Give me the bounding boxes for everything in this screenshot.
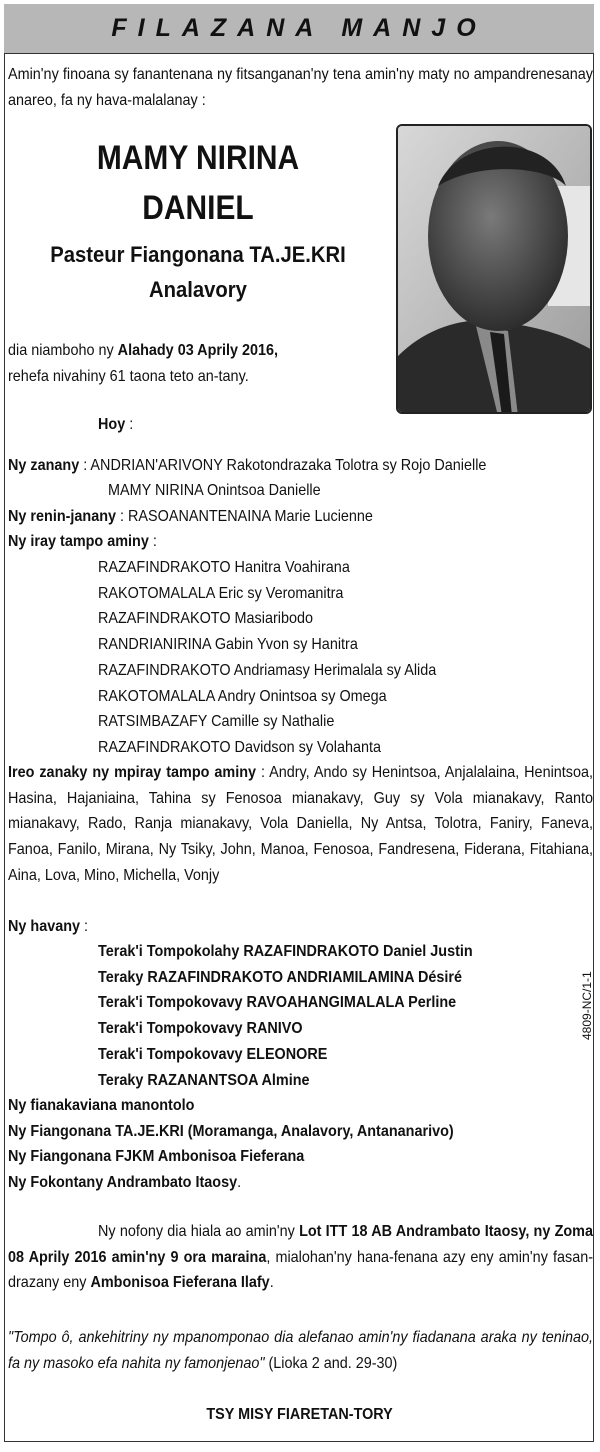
death-pre: dia niamboho ny [8,342,118,359]
portrait-photo [396,124,592,414]
group-name: Ny fianakaviana manontolo [8,1097,195,1114]
sibling-name: RATSIMBAZAFY Camille sy Nathalie [98,713,335,731]
funeral-p1: Ny nofony dia hiala ao amin'ny [98,1223,300,1240]
sibling-name: RAZAFINDRAKOTO Hanitra Voahirana [98,559,350,576]
sibling-name: RAKOTOMALALA Eric sy Veromanitra [98,584,344,602]
group-last-line [8,1170,454,1196]
siblings-list [98,555,474,761]
relatives-label: Ny havany [8,918,81,935]
group-name: Ny Fokontany Andrambato Itaosy [8,1174,238,1192]
mother-in-law-line [8,504,373,530]
death-line2: rehefa nivahiny 61 taona teto an-tany. [8,368,249,385]
deceased-name-line1: MAMY NIRINA [96,139,300,177]
sibling-name: RANDRIANIRINA Gabin Yvon sy Hanitra [98,636,358,654]
notice-header [4,4,594,54]
closing-text: TSY MISY FIARETAN-TORY [206,1406,394,1423]
siblings-colon: : [148,533,157,550]
relatives-list [98,939,514,1093]
funeral-p2: , mialohan'ny hana-fenana azy eny amin'ny fasan-drazany eny [8,1248,594,1292]
group-name: Ny Fiangonana FJKM Ambonisoa Fieferana [8,1148,305,1166]
sibling-name: RAZAFINDRAKOTO Andriamasy Herimalala sy Alida [98,661,437,679]
intro-text: Amin'ny finoana sy fanantenana ny fitsanganan'ny tena amin'ny maty no ampandrenesanay anareo, fa ny hava-malalanay : [8,66,593,109]
relatives-line [8,914,88,940]
children-label: Ny zanany [8,457,80,474]
portrait-photo-image [398,126,592,414]
deceased-title-line1: Pasteur Fiangonana TA.JE.KRI [50,242,346,267]
children-line2: MAMY NIRINA Onintsoa Danielle [108,482,321,499]
relative-name: Teraky RAZAFINDRAKOTO ANDRIAMILAMINA Désiré [98,968,463,986]
funeral-paragraph [8,1219,593,1296]
relative-name: Terak'i Tompokovavy RAVOAHANGIMALALA Perline [98,994,457,1012]
deceased-name-line2: DANIEL [142,189,254,227]
hoy-label: Hoy [98,416,126,433]
notice-title: FILAZANA MANJO [111,14,487,42]
verse-quote: "Tompo ô, ankehitriny ny mpanomponao dia alefanao amin'ny fiadanana araka ny teninao, fa ny masoko efa nahita ny famonjenao" [8,1329,593,1372]
hoy-colon: : [125,416,134,433]
nephews-paragraph [8,760,593,889]
nephews-label: Ireo zanaky ny mpiray tampo aminy [8,764,257,781]
death-line1 [8,338,395,364]
funeral-p3: . [269,1274,274,1292]
groups-list [8,1093,503,1196]
children-value1: : ANDRIAN'ARIVONY Rakotondrazaka Tolotra sy Rojo Danielle [79,457,487,474]
mother-in-law-value: : RASOANANTENAINA Marie Lucienne [116,508,373,525]
relative-name: Terak'i Tompokolahy RAZAFINDRAKOTO Daniel Justin [98,943,473,960]
groups-end: . [237,1174,242,1192]
death-date: Alahady 03 Aprily 2016, [117,342,279,359]
verse-ref: (Lioka 2 and. 29-30) [264,1354,398,1372]
funeral-place-time: Lot ITT 18 AB Andrambato Itaosy, ny Zoma 08 Aprily 2016 amin'ny 9 ora maraina [8,1223,593,1266]
siblings-line [8,529,157,555]
funeral-burial-place: Ambonisoa Fieferana Ilafy [90,1274,270,1292]
sibling-name: RAKOTOMALALA Andry Onintsoa sy Omega [98,687,387,705]
hoy-line [98,412,133,438]
sibling-name: RAZAFINDRAKOTO Davidson sy Volahanta [98,738,382,756]
closing-line [0,1402,600,1428]
nephews-text: : Andry, Ando sy Henintsoa, Anjalalaina, Henintsoa, Hasina, Hajaniaina, Tahina sy Fenosoa mianakavy, Guy sy Vola mianakavy, Ranto mianakavy, Rado, Ranja mianakavy, Vola Daniella, Ny Antsa, Tolotra, Faniry, Faneva, Fanoa, Fanilo, Mirana, Ny Tsiky, John, Manoa, Fenosoa, Fandresena, Fiderana, Fitahiana, Aina, Lova, Mino, Michella, Vonjy [8,764,594,884]
side-code: 4809-NC/1-1 [580,971,594,1040]
group-name: Ny Fiangonana TA.JE.KRI (Moramanga, Analavory, Antananarivo) [8,1122,454,1140]
verse-paragraph [8,1325,593,1376]
siblings-label: Ny iray tampo aminy [8,533,149,550]
relative-name: Terak'i Tompokovavy RANIVO [98,1020,303,1038]
mother-in-law-label: Ny renin-janany [8,508,117,525]
relative-name: Teraky RAZANANTSOA Almine [98,1071,310,1089]
deceased-title-line2: Analavory [149,277,247,302]
sibling-name: RAZAFINDRAKOTO Masiaribodo [98,610,313,628]
relatives-colon: : [80,918,89,935]
children-line1 [8,453,486,479]
relative-name: Terak'i Tompokovavy ELEONORE [98,1045,328,1063]
